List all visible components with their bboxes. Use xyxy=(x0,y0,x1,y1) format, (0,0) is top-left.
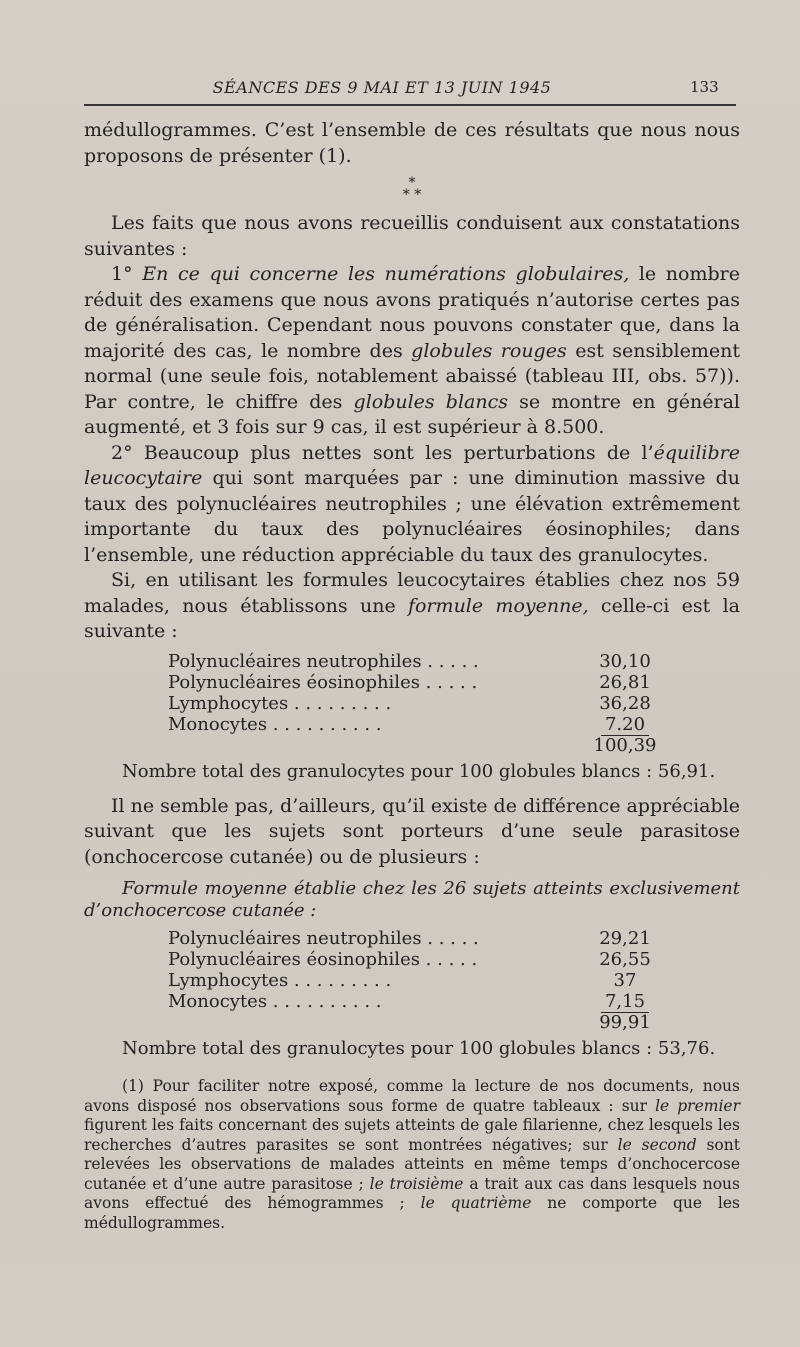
footnote-d: a trait aux cas dans lesquels nous avons effectué des hémogrammes ; xyxy=(84,1174,740,1212)
p3-a: le nombre réduit des examens que nous avons pratiqués n’autorise certes pas de généralisation. Cependant nous pouvons constater que, dans la majorité des cas, le nombre des xyxy=(84,263,740,362)
p3-b: est sensiblement normal (une seule fois, notablement abaissé (tableau III, obs. 57)). Par contre, le chiffre des xyxy=(84,339,740,413)
p3-italic2: globules rouges xyxy=(411,339,567,362)
granulocytes-total-1: Nombre total des granulocytes pour 100 globules blancs : 56,91. xyxy=(122,760,716,782)
table-total: 99,91 xyxy=(599,1012,651,1033)
row-label: Polynucléaires neutrophiles . . . . . xyxy=(168,928,479,949)
table-row xyxy=(168,949,666,970)
p3-italic: En ce qui concerne les numérations globulaires, xyxy=(142,263,630,285)
p5-italic: formule moyenne, xyxy=(408,594,589,617)
p4-lead: 2° Beaucoup plus nettes sont les perturbations de l’ xyxy=(111,441,654,464)
page-number: 133 xyxy=(690,78,719,96)
row-value: 7.20 xyxy=(601,714,649,736)
header-rule xyxy=(84,104,736,106)
table-total: 100,39 xyxy=(593,734,657,756)
row-label: Monocytes . . . . . . . . . . xyxy=(168,991,382,1012)
table-row xyxy=(168,928,666,949)
p3-italic3: globules blancs xyxy=(353,390,508,413)
footnote xyxy=(84,1077,740,1233)
table-row xyxy=(168,672,666,693)
p3-c: se montre en général augmenté, et 3 fois sur 9 cas, il est supérieur à 8.500. xyxy=(84,390,740,438)
row-label: Polynucléaires neutrophiles . . . . . xyxy=(168,650,479,672)
footnote-c: sont relevées les observations de malades atteints en même temps d’onchocercose cutanée et d’une autre parasitose ; xyxy=(84,1135,740,1193)
row-value: 37 xyxy=(613,970,637,991)
table-row xyxy=(168,991,666,1012)
running-head: SÉANCES DES 9 MAI ET 13 JUIN 1945 xyxy=(212,78,552,97)
row-value: 36,28 xyxy=(599,692,651,714)
asterism xyxy=(84,177,740,201)
table-total-row xyxy=(168,1012,666,1033)
paragraph-formule xyxy=(84,568,740,645)
table-total-row xyxy=(168,735,666,756)
p4-italic: équilibre leucocytaire xyxy=(84,441,740,489)
row-label: Lymphocytes . . . . . . . . . xyxy=(168,970,392,991)
row-value: 29,21 xyxy=(599,928,651,949)
row-label: Polynucléaires éosinophiles . . . . . xyxy=(168,671,478,693)
formula-table-2 xyxy=(168,928,666,1033)
paragraph-difference: Il ne semble pas, d’ailleurs, qu’il existe de différence appréciable suivant que les sujets sont porteurs d’une seule parasitose (onchocercose cutanée) ou de plusieurs : xyxy=(84,794,740,868)
p5-b: celle-ci est la suivante : xyxy=(84,594,740,642)
asterism-bottom: * * xyxy=(402,187,422,203)
paragraph-intro: médullogrammes. C’est l’ensemble de ces résultats que nous nous proposons de présenter (1). xyxy=(84,119,740,167)
footnote-i3: le troisième xyxy=(369,1174,464,1193)
paragraph-numerations xyxy=(84,262,740,441)
formula-title-2: Formule moyenne établie chez les 26 sujets atteints exclusivement d’onchocercose cutanée : xyxy=(84,878,740,921)
footnote-i4: le quatrième xyxy=(420,1194,532,1212)
row-value: 26,55 xyxy=(599,949,651,970)
p3-lead: 1° xyxy=(111,263,143,285)
asterism-top: * xyxy=(408,175,416,191)
formula-table-1 xyxy=(168,651,666,756)
row-value: 26,81 xyxy=(599,671,651,693)
table-row xyxy=(168,970,666,991)
paragraph-equilibre xyxy=(84,441,740,569)
footnote-e: ne comporte que les médullogrammes. xyxy=(84,1194,740,1232)
footnote-i2: le second xyxy=(617,1135,697,1154)
footnote-b: figurent les faits concernant des sujets atteints de gale filarienne, chez lesquels les recherches d’autres parasites se sont montrées négatives; sur xyxy=(84,1116,740,1154)
text-body xyxy=(84,118,740,1233)
row-label: Monocytes . . . . . . . . . . xyxy=(168,713,382,735)
row-label: Polynucléaires éosinophiles . . . . . xyxy=(168,949,478,970)
row-value: 7,15 xyxy=(601,991,649,1013)
row-value: 30,10 xyxy=(599,650,651,672)
row-label: Lymphocytes . . . . . . . . . xyxy=(168,692,392,714)
paragraph-constatations: Les faits que nous avons recueillis conduisent aux constatations suivantes : xyxy=(84,212,740,260)
table-row xyxy=(168,714,666,735)
p4-rest: qui sont marquées par : une diminution massive du taux des polynucléaires neutrophiles ; une élévation extrêmement importante du taux des polynucléaires éosinophiles; dans l’ensemble, une réduction appréciable du taux des granulocytes. xyxy=(84,467,740,566)
table-row xyxy=(168,651,666,672)
footnote-a: (1) Pour faciliter notre exposé, comme la lecture de nos documents, nous avons disposé nos observations sous forme de quatre tableaux : sur xyxy=(84,1077,740,1115)
footnote-i1: le premier xyxy=(655,1096,740,1115)
table-row xyxy=(168,693,666,714)
granulocytes-total-2: Nombre total des granulocytes pour 100 globules blancs : 53,76. xyxy=(122,1038,716,1059)
p5-a: Si, en utilisant les formules leucocytaires établies chez nos 59 malades, nous établissons une xyxy=(84,569,740,617)
